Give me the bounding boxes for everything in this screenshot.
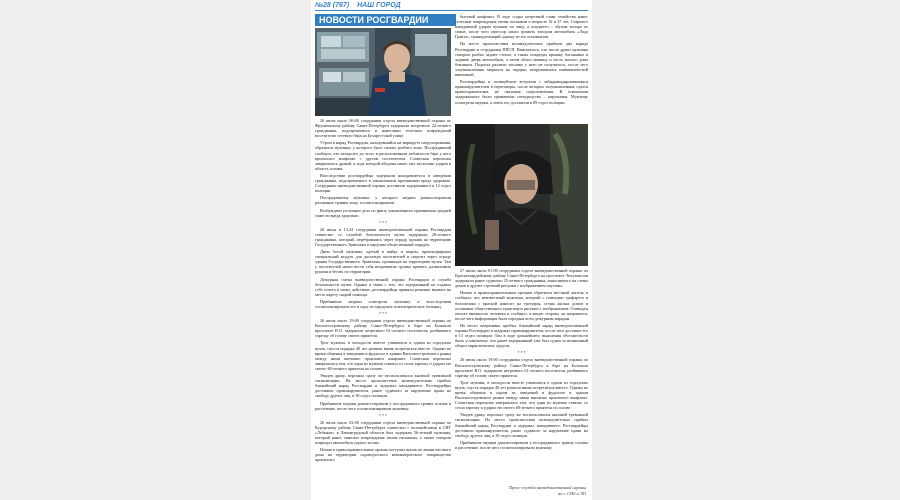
left-article-column bbox=[315, 118, 451, 498]
photo-operator-at-monitors bbox=[315, 28, 451, 116]
right-article-column-bottom bbox=[455, 268, 588, 478]
left-paragraph: Возбуждено уголовное дело по факту умышленного причинения средней тяжести вреда здоровью. bbox=[315, 207, 451, 218]
left-paragraph: Прибывшие медики диагностировали у пострадавшего травму головы и рассечение, после чего госпитализировали мужчину. bbox=[315, 400, 451, 411]
section-name: НАШ ГОРОД bbox=[357, 2, 401, 9]
left-paragraph: Увидев драку, персонал сразу же воспользовался кнопкой тревожной сигнализации. На место происшествия незамедлительно прибыл ближайший наряд Росгвардии и задержал нападавшего. Росгвардейцы доставили правонарушителя, ранее судимого за нарушение права на свободу других лиц, в 30 отдел полиции. bbox=[315, 373, 451, 399]
issue-header bbox=[315, 2, 407, 10]
right-paragraph: На место оперативно прибыл ближайший наряд вневедомственной охраны Росгвардии и задержал правонарушителя, после чего доставил его в 13 отдел полиции. Там в ходе дальнейшего выяснения обстоятельств было установлено, что ранее задержанный уже был судим за незаконный оборот наркотических средств. bbox=[455, 322, 588, 349]
right-paragraph: бытовой конфликт. В ходе ссоры нетрезвый глава семейства нанес телесные повреждения своим пасынкам в возрасте 32 и 27 лет. Старшего нападавший ударил кулаком по лицу, а младшего – обухом топора по спине, после чего агрессор начал громить топором автомобиль «Лада Гранта», принадлежащий одному из его оппонентов. bbox=[455, 14, 588, 40]
left-paragraph: Утром в наряд Росгвардии, находившийся на маршруте патрулирования, обратился мужчина, у которого было сильно разбито лицо. Пострадавший сообщил, что незадолго до этого в расположенном поблизости баре у него произошел конфликт с другим посетителем. Словесная перепалка завершилась дракой, в ходе которой обидчик нанес ему несколько ударов в область головы. bbox=[315, 140, 451, 171]
left-paragraph: 26 июля около 06:00 сотрудники отдела вневедомственной охраны по Фрунзенскому району Санкт-Петербурга задержали нетрезвого 22-летнего гражданина, подозреваемого в нанесении телесных повреждений посетителю сетевого бара на Бухарестской улице. bbox=[315, 118, 451, 139]
separator: * * * bbox=[379, 219, 387, 225]
photo-detained-man bbox=[455, 124, 588, 266]
separator: * * * bbox=[379, 412, 387, 418]
right-paragraph: На место происшествия незамедлительно прибыли два наряда Росгвардии и сотрудники ППСП. Выяснилось, что после драки мужчина топором разбил заднее стекло, а также повредил крышку багажника и заднюю дверь автомобиля, а затем облил машину и часть жилого дома бензином. Подмога разлили топливо у него не получилось, после чего злоумышленник закрылся на чердаке, вооружившись пневматической винтовкой. bbox=[455, 41, 588, 78]
left-paragraph: 26 июля около 19:00 сотрудники отдела вневедомственной охраны по Василеостровскому району Санкт-Петербурга в баре на Большом проспекте В.О. задержали нетрезвого 61-летнего посетителя, разбившего тарелку об голову своего приятеля. bbox=[315, 318, 451, 339]
right-paragraph: Трое мужчин, в молодости вместе учившиеся в одном из городских вузов, спустя порядка 40 лет решили вновь встретиться вместе. Однако во время общения в одном из заведений в фудхолле в здании Васильеостровского рынка между ними внезапно произошел конфликт. Словесная перепалка завершилась тем, что один из мужчин схватил со стола тарелку и ударил ею своего 60-летнего приятеля по голове. bbox=[455, 379, 588, 411]
right-paragraph: Росгвардейцы и полицейские вступили с забаррикадировавшимся правонарушителем в переговоры, после которых злоумышленник сдался правоохранителям, не оказывая сопротивления. В отношении задержанного были применены спецсредства – наручники. Мужчину осмотрели медики, а затем его доставили в 89 отдел полиции. bbox=[455, 79, 588, 105]
left-paragraph: Днем босой мужчина, одетый в майку и шорты, проигнорировал специальный модуль для досмотра посетителей и перелез через ограду здания Государственного Эрмитажа, проникнув на территорию музея. Там у посетителей начал вести себя неадекватно громко кричать, размахивать руками и бегать по территории. bbox=[315, 249, 451, 275]
left-paragraph: Ночью в правоохранительные органы поступил вызов по линии частного дома на территории садоводческого некоммерческого товарищества произошел bbox=[315, 447, 451, 463]
left-paragraph: Прибывшие медики осмотрели мужчину и впоследствии госпитализировали его в одну из городских психиатрических больниц. bbox=[315, 298, 451, 309]
right-paragraph: 26 июля около 19:00 сотрудники отдела вневедомственной охраны по Василеостровскому району Санкт-Петербурга в баре на Большом проспекте В.О. задержали нетрезвого 61-летнего посетителя, разбившего тарелку об голову своего приятеля. bbox=[455, 357, 588, 378]
left-paragraph: Дежурная смена вневедомственной охраны Росгвардии и служба безопасности музея. Однако в связи с тем, что задержанный не отдавал себе отчета в своих действиях, росгвардейцы приняли решение вызвать на место карету скорой помощи. bbox=[315, 276, 451, 297]
press-service-signature: Пресс-служба вневедомственной охраны по г. СПб и ЛО bbox=[508, 485, 586, 496]
right-article-column-top bbox=[455, 14, 588, 122]
header-rule bbox=[315, 10, 588, 11]
left-paragraph: 26 июля в 13:24 сотрудники вневедомственной охраны Росгвардии совместно со службой безопасности музея задержали 28-летнего гражданина, который, перебравшись через ограду, проник на территорию Государственного Эрмитажа и нарушил общественный порядок. bbox=[315, 226, 451, 247]
right-paragraph: Ночью к правоохранительным органам обратился местный житель и сообщил, что неизвестный мужчина, который с помощью трафарета и баллончика с краской наносит на тротуары, стены жилых домов и остановки общественного транспорта рисунки с изображением. Очевидец описал внешность человека и сообщил, в какую сторону он направился, после чего информация была передана всем дежурным нарядам. bbox=[455, 290, 588, 321]
separator: * * * bbox=[379, 311, 387, 317]
right-paragraph: Увидев драку, персонал сразу же воспользовался кнопкой тревожной сигнализации. На место происшествия незамедлительно прибыл ближайший наряд Росгвардии и задержал нападавшего. Росгвардейцы доставили правонарушителя, ранее судимого за нарушение права на свободу других лиц, в 30 отдел полиции. bbox=[455, 412, 588, 438]
newspaper-page bbox=[311, 0, 592, 500]
left-paragraph: Пострадавшему мужчине, у которого медики диагностировали различные травмы лица, госпитализировали. bbox=[315, 195, 451, 206]
separator: * * * bbox=[517, 350, 526, 356]
issue-number: №28 (767) bbox=[315, 2, 350, 9]
left-paragraph: Впоследствии росгвардейцы задержали находившегося в заведении гражданина, подозреваемого в умышленном причинении вреда здоровью. Сотрудники вневедомственной охраны доставили задержанного в 12 отдел полиции. bbox=[315, 172, 451, 194]
right-paragraph: Прибывшие медики диагностировали у пострадавшего травму головы и рассечение, после чего госпитализировали мужчину. bbox=[455, 439, 588, 450]
section-title: НОВОСТИ РОСГВАРДИИ bbox=[315, 14, 456, 26]
left-paragraph: 26 июля около 02:00 сотрудники отдела вневедомственной охраны по Курортному району Санкт-Петербурга совместно с полицейскими в СНТ «Лебяжье» в Ленинградской области был задержан 56-летний мужчина, который нанес тяжелые повреждения своим пасынкам, а также топором повредил автомобиль одного из них. bbox=[315, 419, 451, 446]
right-paragraph: 27 июля около 01:00 сотрудники отдела вневедомственной охраны по Красногвардейскому району Санкт-Петербурга на проспекте Энтузиастов задержали ранее судимого 25-летнего гражданина, наносившего на стены домов и других строений рисунки с изображением паутины. bbox=[455, 268, 588, 289]
left-paragraph: Трое мужчин, в молодости вместе учившиеся в одном из городских вузов, спустя порядка 40 лет решили вновь встретиться вместе. Однако во время общения в заведении в фудхолле в здании Васильеостровского рынка между ними внезапно произошел конфликт. Словесная перепалка завершилась тем, что один из мужчин схватил со стола тарелку и ударил ею своего 60-летнего приятеля по голове. bbox=[315, 340, 451, 371]
